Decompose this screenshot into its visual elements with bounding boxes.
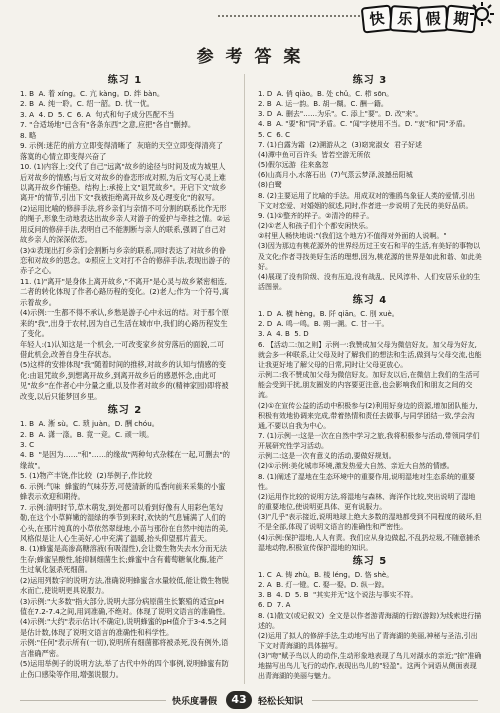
answer-line: 4. B "是因为……"和"……的缘故"两种句式杂糅在一起,可删去"的缘故"。 bbox=[20, 450, 230, 470]
answer-line: 2. D A. 鸣一鸣。B. 朔一溯。C. 甘一干。 bbox=[258, 320, 389, 329]
left-answer-column bbox=[20, 72, 230, 680]
answer-line: 8. (1)阐述了湿地在生态环境中的重要作用,说明湿地对生态系统的重要性。 bbox=[258, 472, 476, 491]
answer-line: 年轻人:(1)认知这是一个机会,一可改变家乡贫穷落后的面貌,二可借此机会,改善自身生存状态。 bbox=[20, 339, 225, 359]
answer-line: 示例:"任何"表示所有(一切),说明所有细菌都将被杀死,没有例外,语言准确严密。 bbox=[20, 638, 229, 658]
footer-rule-right bbox=[312, 700, 478, 701]
answer-line: 9. (1)①整齐的样子。②清冷的样子。 bbox=[258, 211, 374, 220]
answer-line: 3. C bbox=[20, 440, 35, 449]
exercise-heading: 练习 4 bbox=[352, 295, 388, 307]
answer-line: 1. D A. 俏 qiào。B. 处 chǔ。C. 栉 sōn。 bbox=[258, 90, 394, 98]
answer-line: (2)①老人和孩子们个个都安闲快乐。 bbox=[258, 222, 373, 231]
answer-line: 7. (1)示例一:这是一次在自然中学习之旅,我将积极参与活动,带领同学们开展研究性学习活动。 bbox=[258, 432, 480, 451]
answer-line: (2)运用列数字的说明方法,准确说明蜂蜜含水量较低,能让微生物脱水而亡,使说明更具说服力。 bbox=[20, 575, 229, 596]
answer-line: (8)白鹭 bbox=[258, 181, 282, 190]
answer-line: 1. B A. 着 xíng。C. 亢 kàng。D. 绊 bàn。 bbox=[20, 89, 165, 98]
banner-char-4: 期 bbox=[445, 5, 478, 34]
answer-line: 3. D A. 删去"……为乐"。C. 添上"要"。D. 改"来"。 bbox=[258, 110, 423, 119]
column-divider bbox=[244, 74, 245, 684]
page-title: 参 考 答 案 bbox=[196, 47, 304, 67]
answer-line: (3)"吻"赋予鸟以人的动作,生动形象地表现了鸟儿对湖水的亲近;"掠"准确地描写出鸟儿飞行的动作,表现出鸟儿的"轻盈"。这两个词语从侧面表现出青海湖的美丽与魅力。 bbox=[258, 652, 482, 681]
answer-line: 1. D A. 横 hèng。B. 阡 qiān。C. 刖 xuè。 bbox=[258, 310, 399, 319]
answer-line: (5)运用举例子的说明方法,举了古代中外的四个事例,说明蜂蜜有防止伤口感染等作用,增强说服力。 bbox=[20, 659, 229, 679]
answer-line: (3)"几乎"表示接近,说明地球上绝大多数的湿地都受到不同程度的破坏,但不是全部,体现了说明文语言的准确性和严密性。 bbox=[258, 513, 482, 532]
answer-line: 5. (1)物产丰饶,作比较 (2)举例子,作比较 bbox=[20, 471, 153, 481]
answer-line: 2. B A. 潇一涤。B. 竟一竞。C. 顽一顷。 bbox=[20, 429, 154, 439]
footer-left-text: 快乐度暑假 bbox=[172, 697, 218, 707]
answer-line: 4. B A. "要"和"同"矛盾。C. "闻"字使用不当。D. "衷"和"同"矛盾。 bbox=[258, 120, 470, 129]
header-dotted-rule bbox=[218, 15, 368, 21]
answer-line: (6)山高月小,水落石出 (7)气蒸云梦泽,波撼岳阳城 bbox=[258, 171, 413, 180]
banner-char-1: 快 bbox=[361, 5, 394, 34]
answer-line: 示例二:我不赞成加父母为微信好友。加好友以后,在微信上我们的生活可能会受到干扰,朋友圈发的内容要更注意,也会影响我们和朋友之间的交流。 bbox=[258, 371, 480, 400]
answer-line: ②村里人畅快地说:"(我们这个地方)不值得对外面的人说啊。" bbox=[258, 232, 447, 241]
answer-line: 示例二:这是一次有意义的活动,要做好规划。 bbox=[258, 452, 396, 461]
answer-line: 3. A 4. D 5. C 6. A 句式和句子成分匹配不当 bbox=[20, 109, 175, 119]
answer-line: (2)①在宣传公益的活动中积极参与(2)利用好身边的资源,增加团队能力,积极有效地协调来完成,带着热情和责任去做事,与同学团结一致,学会沟通,不要以自我为中心。 bbox=[258, 401, 478, 430]
answer-line: 10. (1)内容上:交代了自己"远离"故乡的途径与时间及成为城里人后对故乡的情感;与后文对故乡的眷恋形成对照,为后文写心灵上难以离开故乡作铺垫。结构上:承接上文"诅咒故乡"。开启下文"故乡离开"的情节,引出下文"我被拒绝离开故乡及心理变化"的叙写。 bbox=[20, 162, 227, 203]
exercise-heading: 练习 1 bbox=[107, 75, 143, 86]
answer-line: (4)示例:"大约"表示估计(不确定),说明蜂蜜的pH值介于3-4.5之间是估计数,体现了说明文语言的准确性和科学性。 bbox=[20, 617, 227, 637]
answer-line: 2. B A. 纯一聆。C. 绍一韶。D. 忧一优。 bbox=[20, 99, 154, 109]
answer-line: 7. 示例:清明时节,草木萌发,到处都可以看到好像有人用彩色笔勾勒,在这个小草鲜嫩的湿绿的季节到来时,欢快的气息铺满了人们的心头,在那片纯真的小草依然翠绿地,小苗与那份在自然中纯洁的美,风格似是让人心生美好,心中充满了温暖,抬头仰望那片蓝天。 bbox=[20, 502, 229, 543]
answer-line: (5)假尔远游 往来翕忽 bbox=[258, 161, 329, 170]
answer-line: 3. A 4. B 5. D bbox=[258, 330, 309, 339]
answer-line: (3)示例:"大多数"指大部分,说明大部分病原菌生长繁殖的适宜pH值在7.2-7.4之间,用词准确,不绝对。体现了说明文语言的准确性。 bbox=[20, 596, 230, 616]
answer-line: 6. 示例:气味 蜂蜜的气味芬芳,可使清新的瓜香向前来采集的小蜜蜂表示欢迎和期待。 bbox=[20, 481, 226, 502]
answer-line: 7. "合适场地"已含有"各条东西"之意,应把"各自"删掉。 bbox=[20, 120, 196, 130]
footer-right-text: 轻松长知识 bbox=[258, 697, 304, 707]
answer-line: 1. C A. 铸 zhù。B. 棱 léng。D. 恪 shè。 bbox=[258, 570, 394, 579]
page-number: 43 bbox=[226, 691, 252, 709]
answer-line: (2)①示例:美化城市环境,激发热爱大自然、亲近大自然的情感。 bbox=[258, 462, 454, 471]
answer-line: (2)运用作比较的说明方法,将湿地与森林、海洋作比较,突出说明了湿地的重要地位,使说明更具体、更有说服力。 bbox=[258, 492, 476, 512]
header-banner bbox=[0, 0, 500, 34]
sun-icon bbox=[470, 2, 494, 26]
banner-char-3: 假 bbox=[417, 5, 449, 33]
answer-line: (5)这样的安排体现"我"随着时间的推移,对故乡的认知与情感的变化:由诅咒故乡,到想离开故乡,到离开故乡后的感恩怀念,由此可见"故乡"在作者心中分量之重,以及作者对故乡的(精神家园)即将被改变,以后只能梦回乡里。 bbox=[20, 360, 229, 401]
answer-line: 5. C 6. C bbox=[258, 130, 291, 139]
answer-line: (4)示例:一生都不得不承认,乡愁是游子心中永远的结。对于那个原来的"我",出身于农村,因为自己生活在城市中,我们的心路历程发生了变化。 bbox=[20, 308, 229, 339]
answer-line: (2)运用比喻的修辞手法,将乡亲们与亲情不可分割的联系比作无形的绳子,形象生动地表达出故乡亲人对游子的爱护与牵挂之情。②运用反问的修辞手法,表明自己不能割断与亲人的联系,强调了自己对故乡亲人的深深依恋。 bbox=[20, 203, 230, 245]
answer-line: (3)①表现出打乡亲们会割断与乡亲的联系,同时表达了对故乡的眷恋和对故乡的思念。②照应上文对打不合的修辞手法,表现出游子的赤子之心。 bbox=[20, 245, 230, 276]
answer-line: 7. (1)白露为霜 (2)溯游从之 (3)窈窕淑女 君子好逑 bbox=[258, 140, 423, 149]
answer-line: (3)因为那边有桃花源外的世界经历过王安石和平的生活,有美好的事物以及文化;作者寻找美好生活的理想,因为,桃花源的世界是如此和谐、如此美好。 bbox=[258, 242, 482, 271]
answer-line: (4)示例:保护湿地,人人有责。我们应从身边做起,不乱扔垃圾,不随意捕杀湿地动物,积极宣传保护湿地的知识。 bbox=[258, 533, 480, 552]
right-answer-column bbox=[258, 72, 482, 682]
answer-line: 8. (1)散文(或记叙文) 全文是以作者游青海湖的行踪(游踪)为线索进行描述的。 bbox=[258, 611, 482, 630]
answer-line: 6. 【活动二:加之则】示例一:我赞成加父母为微信好友。加父母为好友,就会多一种联系,让父母及时了解我们的想法和生活,做到与父母交流,也能让我更好地了解父母的日常,同时让父母更放心。 bbox=[258, 340, 482, 369]
answer-line: 9. 示例:迷茫的前方立即变得清晰了 灰暗的天空立即变得清亮了 落寞的心情立即变得兴奋了 bbox=[20, 141, 228, 161]
answer-line: (2)运用了拟人的修辞手法,生动地写出了青海湖的美丽,神秘与圣洁,引出下文对青海湖的具体描写。 bbox=[258, 631, 478, 650]
answer-line: (4)潭中鱼可百许头 皆若空游无所依 bbox=[258, 150, 371, 159]
answer-line: 11. (1)"离开"是身体上离开故乡,"不离开"是心灵与故乡紧密相连,二者的转化体现了作者心路历程的变化。(2)老人;作为一个符号,寓示着故乡。 bbox=[20, 276, 229, 307]
exercise-heading: 练习 5 bbox=[352, 555, 388, 567]
answer-line: 8. (1)蜂蜜是高渗高糖溶液(有吸湿性),会让微生物失去水分而无法生存;蜂蜜呈酸性,能抑制细菌生长;蜂蜜中含有葡萄糖氧化酶,能产生过氧化氢杀死细菌。 bbox=[20, 544, 227, 575]
answer-line: 2. B A. 运一韵。B. 胡一糊。C. 酬一籍。 bbox=[258, 100, 388, 109]
answer-line: 3. B 4. D 5. B "其实并无"这个说法与事实不符。 bbox=[258, 591, 418, 600]
answer-line: 6. D 7. A bbox=[258, 601, 291, 610]
answer-line: 1. B A. 淅 sù。C. 琐 juàn。D. 酬 chóu。 bbox=[20, 419, 159, 429]
page-footer bbox=[0, 690, 500, 712]
answer-line: 8. 略 bbox=[20, 130, 37, 140]
banner-char-2: 乐 bbox=[389, 5, 421, 33]
answer-line: 2. A B. 灯一镫。C. 娶一娶。D. 纵一踪。 bbox=[258, 581, 389, 590]
footer-rule-left bbox=[20, 700, 166, 701]
exercise-heading: 练习 3 bbox=[352, 75, 388, 86]
answer-line: 8. (2)主要运用了比喻的手法。用成双对的雅鸥鸟象征人类的爱情,引出下文对恋爱、对婚姻的叙述,同时,作者进一步说明了先民的美好品质。 bbox=[258, 191, 476, 210]
exercise-heading: 练习 2 bbox=[107, 405, 143, 417]
answer-line: (4)展现了没有阶级、没有压迫,没有战乱、民风淳朴、人们安居乐业的生活图景。 bbox=[258, 272, 481, 291]
